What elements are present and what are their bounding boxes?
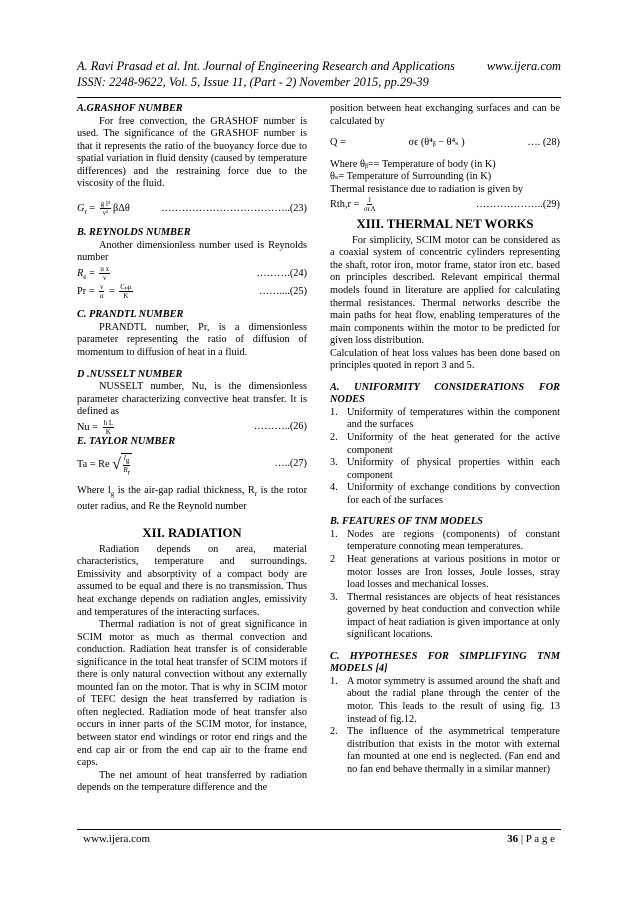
equation-26: Nu = $\frac{\text{h L}}{K}$ ………..(26)	[77, 418, 307, 436]
radiation-paragraph-2: Thermal radiation is not of great significance in SCIM motor as much as thermal convection and conduction. Radiation heat transfer is of considerable significance in the total heat transfer of SCIM motors if there is only natural convection without any externally mounted fan on the motor. That is why in SCIM motor of TEFC design the heat transferred by radiation is often neglected. Radiation mode of heat transfer also occurs in inner parts of the SCIM motor, for instance, between stator end windings or rotor end rings and the end cap air or from the end cap air to the frame end caps.	[77, 619, 307, 769]
where-surround-temp: θₛ= Temperature of Surrounding (in K)	[330, 171, 492, 183]
features-heading: B. FEATURES OF TNM MODELS	[330, 516, 483, 528]
taylor-where-paragraph: Where $l_g$ is the air-gap radial thickness, $R_r$ is the rotor outer radius, and Re the Reynold number	[77, 485, 308, 512]
equation-24: $R_e$ = $\frac{\text{u x}}{\nu}$ ……….(24)	[77, 264, 307, 282]
equation-29: Rth,r = $\frac{1}{\text{σϵA}}$ ………………..(29)	[330, 196, 560, 214]
hypotheses-list	[330, 676, 560, 776]
journal-site[interactable]: www.ijera.com	[486, 59, 561, 73]
taylor-heading: E. TAYLOR NUMBER	[77, 435, 176, 447]
reynolds-paragraph: Another dimensionless number used is Reynolds number	[77, 239, 307, 264]
journal-issn: ISSN: 2248-9622, Vol. 5, Issue 11, (Part - 2) November 2015, pp.29-39	[77, 75, 429, 89]
where-thermal-resistance: Thermal resistance due to radiation is given by	[330, 183, 524, 195]
equation-25-number: ……....(25)	[258, 285, 307, 297]
grashof-heading: A.GRASHOF NUMBER	[77, 103, 183, 114]
thermal-networks-heading: XIII. THERMAL NET WORKS	[356, 217, 534, 232]
list-item: 3. Uniformity of physical properties within each component	[330, 457, 560, 481]
equation-24-number: ……….(24)	[256, 267, 307, 279]
thermal-networks-paragraph-2: Calculation of heat loss values has been done based on principles quoted in report 3 and 5.	[330, 347, 560, 372]
radiation-section-heading: XII. RADIATION	[142, 526, 242, 541]
nusselt-paragraph: NUSSELT number, Nu, is the dimensionless parameter characterizing convective heat transfer. It is defined as	[77, 381, 307, 418]
reynolds-heading: B. REYNOLDS NUMBER	[77, 227, 191, 239]
header-rule	[77, 97, 561, 98]
page-number: 36 | P a g e	[507, 833, 555, 845]
equation-27-number: …..(27)	[274, 458, 307, 470]
footer-url[interactable]: www.ijera.com	[83, 833, 151, 845]
page-footer	[77, 829, 561, 847]
list-item: 2 Heat generations at various positions in motor or motor losses are Iron losses, Joule losses, stray load losses and mechanical losses.	[330, 553, 560, 591]
equation-23: $G_r$ = $\frac{\text{g l³}}{\text{ν²}}$ βΔθ ………………………………..(23)	[77, 199, 307, 217]
left-column	[77, 103, 307, 795]
list-item: 1. Uniformity of temperatures within the component and the surfaces	[330, 406, 560, 431]
right-column	[330, 103, 560, 776]
prandtl-paragraph: PRANDTL number, Pr, is a dimensionless parameter representing the ratio of diffusion of momentum to diffusion of heat in a fluid.	[77, 321, 307, 359]
running-header	[77, 58, 561, 90]
list-item: 2. The influence of the asymmetrical temperature distribution that exists in the motor with external fan mounted at one end is neglected. (Fan end and no fan end behave thermally in a similar manner)	[330, 726, 560, 775]
list-item: 4. Uniformity of exchange conditions by convection for each of the surfaces	[330, 482, 560, 506]
equation-27: Ta = Re √ $\frac{l_g}{R_r}$ …..(27)	[77, 454, 307, 477]
radiation-paragraph-3: The net amount of heat transferred by radiation depends on the temperature difference and the	[77, 769, 307, 794]
nusselt-heading: D .NUSSELT NUMBER	[77, 368, 183, 380]
features-list	[330, 529, 560, 642]
list-item: 1. A motor symmetry is assumed around the shaft and about the radial plane through the center of the motor. This leads to the result of using fig. 13 instead of fig.12.	[330, 675, 560, 725]
grashof-paragraph: For free convection, the GRASHOF number is used. The significance of the GRASHOF number is that it represents the ratio of the buoyancy force due to spatial variation in fluid density (caused by temperature differences) and the restraining force due to the viscosity of the fluid.	[77, 115, 307, 190]
list-item: 2. Uniformity of the heat generated for the active component	[330, 432, 560, 456]
equation-28: Q = σϵ (θ⁴ᵦ − θ⁴ₛ ) …. (28)	[330, 137, 560, 149]
equation-23-number: ………………………………..(23)	[161, 202, 307, 214]
equation-25: Pr = $\frac{\nu}{\alpha}$ = $\frac{\text{Cₚμ}}{K}$ ……....(25)	[77, 283, 307, 301]
hypotheses-heading: C. HYPOTHESES FOR SIMPLIFYING TNM MODELS [4]	[330, 650, 560, 675]
prandtl-heading: C. PRANDTL NUMBER	[77, 309, 184, 321]
uniformity-list	[330, 407, 560, 507]
thermal-networks-paragraph: For simplicity, SCIM motor can be considered as a coaxial system of concentric cylinders representing the shaft, rotor iron, motor frame, stator iron etc. based on principles described. Relevant empirical thermal models found in literature are applied for calculating thermal resistances. Thermal networks describe the main paths for heat flow, enabling temperatures of the main components within the motor to be predicted for given loss distribution.	[330, 234, 560, 347]
journal-citation: A. Ravi Prasad et al. Int. Journal of Engineering Research and Applications	[77, 59, 455, 73]
where-body-temp: Where θᵦ== Temperature of body (in K)	[330, 158, 496, 170]
list-item: 3. Thermal resistances are objects of heat resistances governed by heat conduction and convection while impact of heat radiation is given importance at only significant locations.	[330, 591, 560, 641]
equation-28-number: …. (28)	[527, 137, 560, 149]
radiation-paragraph-1: Radiation depends on area, material characteristics, temperature and surroundings. Emissivity and absorptivity of a compact body are assumed to be equal and there is no transmission. Thus heat exchange depends on radiation angles, emissivity and temperatures of the interacting surfaces.	[77, 543, 307, 618]
radiation-continued-paragraph: position between heat exchanging surfaces and can be calculated by	[330, 103, 560, 127]
list-item: 1. Nodes are regions (components) of constant temperature connoting mean temperatures.	[330, 528, 560, 553]
uniformity-heading: A. UNIFORMITY CONSIDERATIONS FOR NODES	[330, 381, 560, 406]
equation-29-number: ………………..(29)	[475, 198, 560, 210]
equation-26-number: ………..(26)	[253, 420, 307, 432]
